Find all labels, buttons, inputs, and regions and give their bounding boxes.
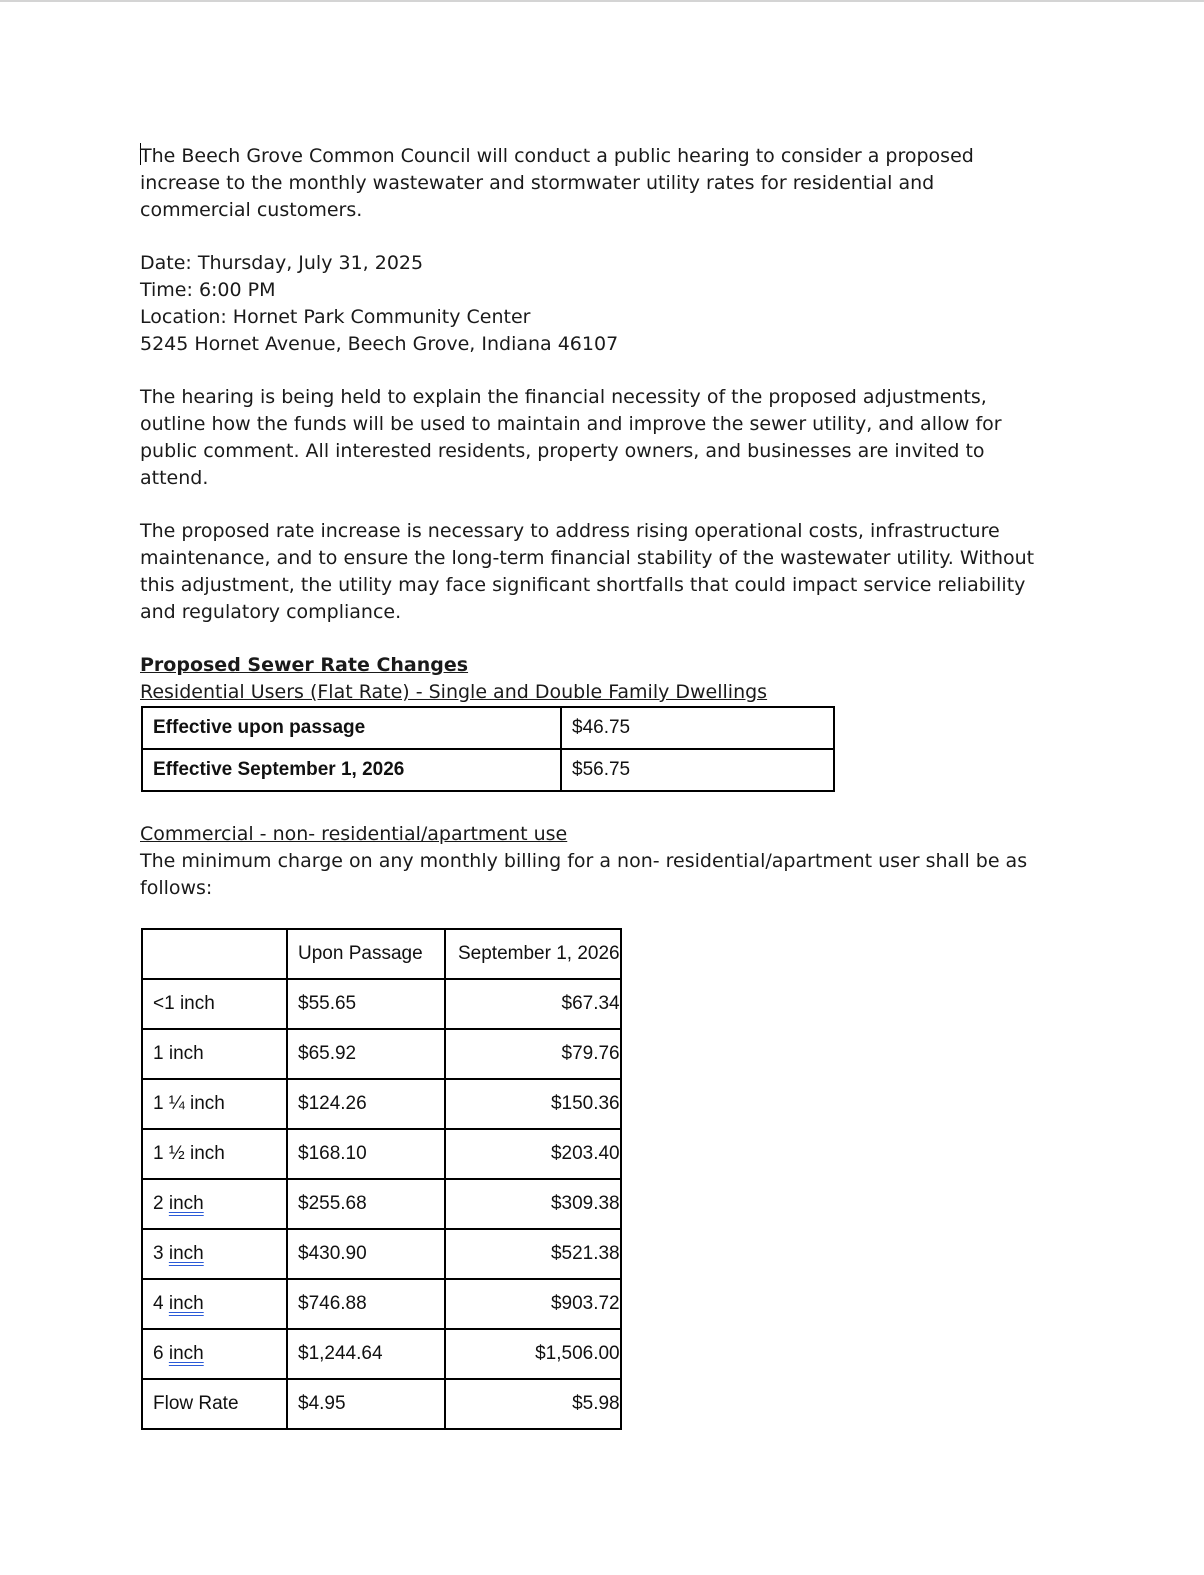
meter-size-cell xyxy=(142,1029,287,1079)
meter-size-cell xyxy=(142,1229,287,1279)
reason-paragraph: The proposed rate increase is necessary to address rising operational costs, infrastructure maintenance, and to ensure the long-term financial stability of the wastewater utility. Without this adjustment, the utility may face significant shortfalls that could impact service reliability and regulatory compliance. xyxy=(140,520,1035,623)
residential-label: Effective upon passage xyxy=(142,707,561,749)
intro-text: The Beech Grove Common Council will conduct a public hearing to consider a proposed increase to the monthly wastewater and stormwater utility rates for residential and commercial customers. xyxy=(140,145,974,221)
meter-size-cell xyxy=(142,1179,287,1229)
upon-passage-rate: $255.68 xyxy=(287,1179,445,1229)
column-header-sep-2026: September 1, 2026 xyxy=(445,929,621,979)
sep-2026-rate: $521.38 xyxy=(445,1229,621,1279)
sep-2026-rate: $79.76 xyxy=(445,1029,621,1079)
residential-rates-table xyxy=(141,706,835,792)
sep-2026-rate: $903.72 xyxy=(445,1279,621,1329)
commercial-row xyxy=(142,1179,621,1229)
purpose-paragraph: The hearing is being held to explain the financial necessity of the proposed adjustments, outline how the funds will be used to maintain and improve the sewer utility, and allow for public comment. All interested residents, property owners, and businesses are invited to attend. xyxy=(140,386,1002,489)
meter-size-number: Flow Rate xyxy=(153,1393,239,1414)
commercial-row xyxy=(142,1029,621,1079)
commercial-description: The minimum charge on any monthly billing for a non- residential/apartment user shall be as follows: xyxy=(140,850,1028,899)
residential-value: $46.75 xyxy=(561,707,834,749)
sep-2026-rate: $203.40 xyxy=(445,1129,621,1179)
sep-2026-rate: $309.38 xyxy=(445,1179,621,1229)
meter-size-cell xyxy=(142,979,287,1029)
column-header-size xyxy=(142,929,287,979)
meter-size-cell xyxy=(142,1279,287,1329)
meter-size-unit[interactable]: inch xyxy=(168,1343,204,1364)
commercial-row xyxy=(142,1329,621,1379)
residential-value: $56.75 xyxy=(561,749,834,791)
sep-2026-rate: $150.36 xyxy=(445,1079,621,1129)
upon-passage-rate: $430.90 xyxy=(287,1229,445,1279)
meter-size-cell xyxy=(142,1329,287,1379)
sep-2026-rate: $1,506.00 xyxy=(445,1329,621,1379)
upon-passage-rate: $1,244.64 xyxy=(287,1329,445,1379)
meter-size-cell xyxy=(142,1079,287,1129)
commercial-row xyxy=(142,1379,621,1429)
page-top-border xyxy=(0,0,1204,2)
meter-size-unit: inch xyxy=(189,1093,225,1114)
sep-2026-rate: $67.34 xyxy=(445,979,621,1029)
upon-passage-rate: $168.10 xyxy=(287,1129,445,1179)
commercial-row xyxy=(142,1229,621,1279)
meter-size-number: 1 ½ xyxy=(153,1143,185,1164)
sep-2026-rate: $5.98 xyxy=(445,1379,621,1429)
meter-size-number: 1 xyxy=(153,1043,164,1064)
meter-size-unit: inch xyxy=(189,1143,225,1164)
meter-size-number: 1 ¼ xyxy=(153,1093,185,1114)
hearing-details xyxy=(140,250,1040,358)
upon-passage-rate: $55.65 xyxy=(287,979,445,1029)
meter-size-cell xyxy=(142,1129,287,1179)
meter-size-unit: inch xyxy=(179,993,215,1014)
hearing-time: Time: 6:00 PM xyxy=(140,279,276,301)
commercial-heading: Commercial - non- residential/apartment use xyxy=(140,823,568,845)
meter-size-unit[interactable]: inch xyxy=(168,1243,204,1264)
hearing-address: 5245 Hornet Avenue, Beech Grove, Indiana 46107 xyxy=(140,333,619,355)
hearing-location: Location: Hornet Park Community Center xyxy=(140,306,531,328)
meter-size-number: <1 xyxy=(153,993,175,1014)
meter-size-number: 3 xyxy=(153,1243,164,1264)
hearing-date: Date: Thursday, July 31, 2025 xyxy=(140,252,424,274)
intro-paragraph xyxy=(140,143,1040,224)
meter-size-unit: inch xyxy=(168,1043,204,1064)
document-page xyxy=(140,143,1040,1430)
commercial-row xyxy=(142,979,621,1029)
meter-size-unit[interactable]: inch xyxy=(168,1193,204,1214)
meter-size-number: 2 xyxy=(153,1193,164,1214)
residential-row xyxy=(142,749,834,791)
commercial-row xyxy=(142,1279,621,1329)
commercial-row xyxy=(142,1079,621,1129)
residential-label: Effective September 1, 2026 xyxy=(142,749,561,791)
commercial-rates-table xyxy=(141,928,622,1430)
rates-heading: Proposed Sewer Rate Changes xyxy=(140,654,469,676)
commercial-row xyxy=(142,1129,621,1179)
upon-passage-rate: $4.95 xyxy=(287,1379,445,1429)
commercial-header-row xyxy=(142,929,621,979)
upon-passage-rate: $124.26 xyxy=(287,1079,445,1129)
upon-passage-rate: $65.92 xyxy=(287,1029,445,1079)
upon-passage-rate: $746.88 xyxy=(287,1279,445,1329)
residential-row xyxy=(142,707,834,749)
residential-heading: Residential Users (Flat Rate) - Single and Double Family Dwellings xyxy=(140,681,768,703)
meter-size-number: 4 xyxy=(153,1293,164,1314)
column-header-upon-passage: Upon Passage xyxy=(287,929,445,979)
meter-size-cell xyxy=(142,1379,287,1429)
meter-size-number: 6 xyxy=(153,1343,164,1364)
meter-size-unit[interactable]: inch xyxy=(168,1293,204,1314)
